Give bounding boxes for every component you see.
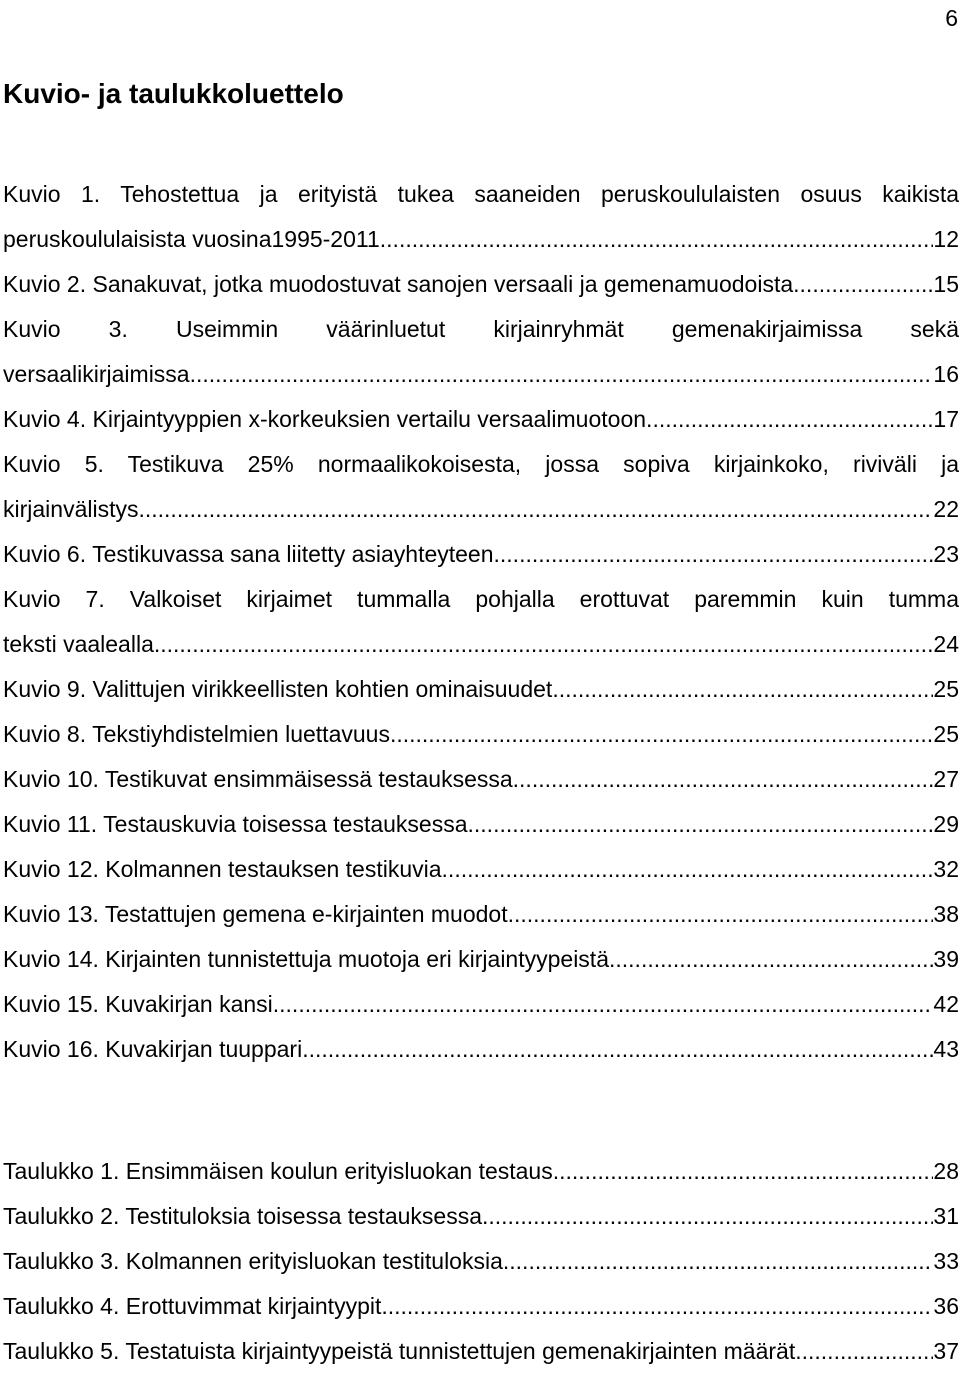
figure-entry-text: Kuvio 11. Testauskuvia toisessa testauksessa <box>3 811 468 837</box>
figure-entry-page: 29 <box>933 811 959 837</box>
table-entry-3[interactable] <box>3 1239 959 1284</box>
figure-entry-text: Kuvio 15. Kuvakirjan kansi <box>3 991 273 1017</box>
dot-leader <box>553 1149 934 1194</box>
dot-leader <box>503 1239 934 1284</box>
figure-entry-11[interactable] <box>3 802 959 847</box>
figure-entry-text: versaalikirjaimissa <box>3 361 190 387</box>
figure-entry-text: Kuvio 16. Kuvakirjan tuuppari <box>3 1036 303 1062</box>
table-entry-text: Taulukko 1. Ensimmäisen koulun erityisluokan testaus <box>3 1158 553 1184</box>
figure-entry-page: 23 <box>933 541 959 567</box>
figure-entry-13[interactable] <box>3 892 959 937</box>
table-entry-1[interactable] <box>3 1149 959 1194</box>
figure-entry-page: 27 <box>933 766 959 792</box>
figure-entry-page: 42 <box>933 991 959 1017</box>
table-entry-page: 31 <box>933 1203 959 1229</box>
figure-entry-15[interactable] <box>3 982 959 1027</box>
table-entry-text: Taulukko 3. Kolmannen erityisluokan testituloksia <box>3 1248 503 1274</box>
figure-entry-8[interactable] <box>3 667 959 712</box>
table-entry-4[interactable] <box>3 1284 959 1329</box>
figure-entry-4[interactable] <box>3 397 959 442</box>
figure-entry-1[interactable] <box>3 172 959 262</box>
figure-entry-text: Kuvio 12. Kolmannen testauksen testikuvia <box>3 856 442 882</box>
dot-leader <box>494 532 934 577</box>
dot-leader <box>609 937 933 982</box>
figure-entry-text: peruskoululaisista vuosina1995-2011. <box>3 226 387 252</box>
figure-entry-6[interactable] <box>3 532 959 577</box>
page-number: 6 <box>945 5 958 31</box>
figure-entry-12[interactable] <box>3 847 959 892</box>
figure-entry-text: kirjainvälistys. <box>3 496 145 522</box>
dot-leader <box>802 1329 934 1374</box>
dot-leader <box>302 1027 933 1072</box>
figure-entry-page: 25 <box>933 721 959 747</box>
figure-entry-text: teksti vaalealla <box>3 631 154 657</box>
table-list <box>3 1149 959 1374</box>
table-entry-text: Taulukko 4. Erottuvimmat kirjaintyypit <box>3 1293 382 1319</box>
figure-entry-text: Kuvio 4. Kirjaintyyppien x-korkeuksien vertailu versaalimuotoon. <box>3 406 653 432</box>
dot-leader <box>513 757 934 802</box>
figure-entry-text: Kuvio 3. Useimmin väärinluetut kirjainryhmät gemenakirjaimissa sekä <box>3 316 959 342</box>
figure-list <box>3 172 959 1072</box>
figure-entry-text: Kuvio 9. Valittujen virikkeellisten kohtien ominaisuudet. <box>3 676 559 702</box>
dot-leader <box>652 397 933 442</box>
dot-leader <box>800 262 934 307</box>
figure-entry-text: Kuvio 7. Valkoiset kirjaimet tummalla pohjalla erottuvat paremmin kuin tumma <box>3 586 959 612</box>
table-entry-page: 37 <box>933 1338 959 1364</box>
figure-entry-page: 38 <box>933 901 959 927</box>
figure-entry-page: 39 <box>933 946 959 972</box>
dot-leader <box>145 487 934 532</box>
figure-entry-text: Kuvio 10. Testikuvat ensimmäisessä testauksessa <box>3 766 513 792</box>
figure-entry-text: Kuvio 13. Testattujen gemena e-kirjainten muodot <box>3 901 508 927</box>
dot-leader <box>390 712 933 757</box>
dot-leader <box>381 1284 933 1329</box>
dot-leader <box>154 622 934 667</box>
dot-leader <box>273 982 934 1027</box>
dot-leader <box>508 892 934 937</box>
table-entry-text: Taulukko 2. Testituloksia toisessa testauksessa <box>3 1203 482 1229</box>
figure-entry-text: Kuvio 8. Tekstiyhdistelmien luettavuus <box>3 721 390 747</box>
figure-entry-page: 32 <box>933 856 959 882</box>
dot-leader <box>468 802 934 847</box>
dot-leader <box>386 217 933 262</box>
figure-entry-7[interactable] <box>3 577 959 667</box>
figure-entry-5[interactable] <box>3 442 959 532</box>
dot-leader <box>482 1194 933 1239</box>
figure-entry-page: 43 <box>933 1036 959 1062</box>
figure-entry-2[interactable] <box>3 262 959 307</box>
figure-entry-page: 22 <box>933 496 959 522</box>
figure-entry-page: 15 <box>933 271 959 297</box>
dot-leader <box>190 352 934 397</box>
figure-entry-text: Kuvio 6. Testikuvassa sana liitetty asiayhteyteen <box>3 541 494 567</box>
figure-entry-text: Kuvio 5. Testikuva 25% normaalikokoisesta, jossa sopiva kirjainkoko, riviväli ja <box>3 451 959 477</box>
table-entry-page: 28 <box>933 1158 959 1184</box>
table-entry-2[interactable] <box>3 1194 959 1239</box>
dot-leader <box>559 667 934 712</box>
figure-entry-3[interactable] <box>3 307 959 397</box>
figure-entry-page: 24 <box>933 631 959 657</box>
page-title: Kuvio- ja taulukkoluettelo <box>3 78 344 109</box>
figure-entry-16[interactable] <box>3 1027 959 1072</box>
dot-leader <box>442 847 934 892</box>
figure-entry-page: 16 <box>933 361 959 387</box>
figure-entry-page: 25 <box>933 676 959 702</box>
table-entry-5[interactable] <box>3 1329 959 1374</box>
table-entry-page: 33 <box>933 1248 959 1274</box>
figure-entry-text: Kuvio 14. Kirjainten tunnistettuja muotoja eri kirjaintyypeistä <box>3 946 609 972</box>
figure-entry-9[interactable] <box>3 712 959 757</box>
figure-entry-page: 17 <box>933 406 959 432</box>
figure-entry-14[interactable] <box>3 937 959 982</box>
figure-entry-text: Kuvio 1. Tehostettua ja erityistä tukea saaneiden peruskoululaisten osuus kaikista <box>3 181 959 207</box>
table-entry-page: 36 <box>933 1293 959 1319</box>
figure-entry-page: 12 <box>933 226 959 252</box>
figure-entry-10[interactable] <box>3 757 959 802</box>
table-entry-text: Taulukko 5. Testatuista kirjaintyypeistä tunnistettujen gemenakirjainten määrät. <box>3 1338 802 1364</box>
figure-entry-text: Kuvio 2. Sanakuvat, jotka muodostuvat sanojen versaali ja gemenamuodoista. <box>3 271 800 297</box>
